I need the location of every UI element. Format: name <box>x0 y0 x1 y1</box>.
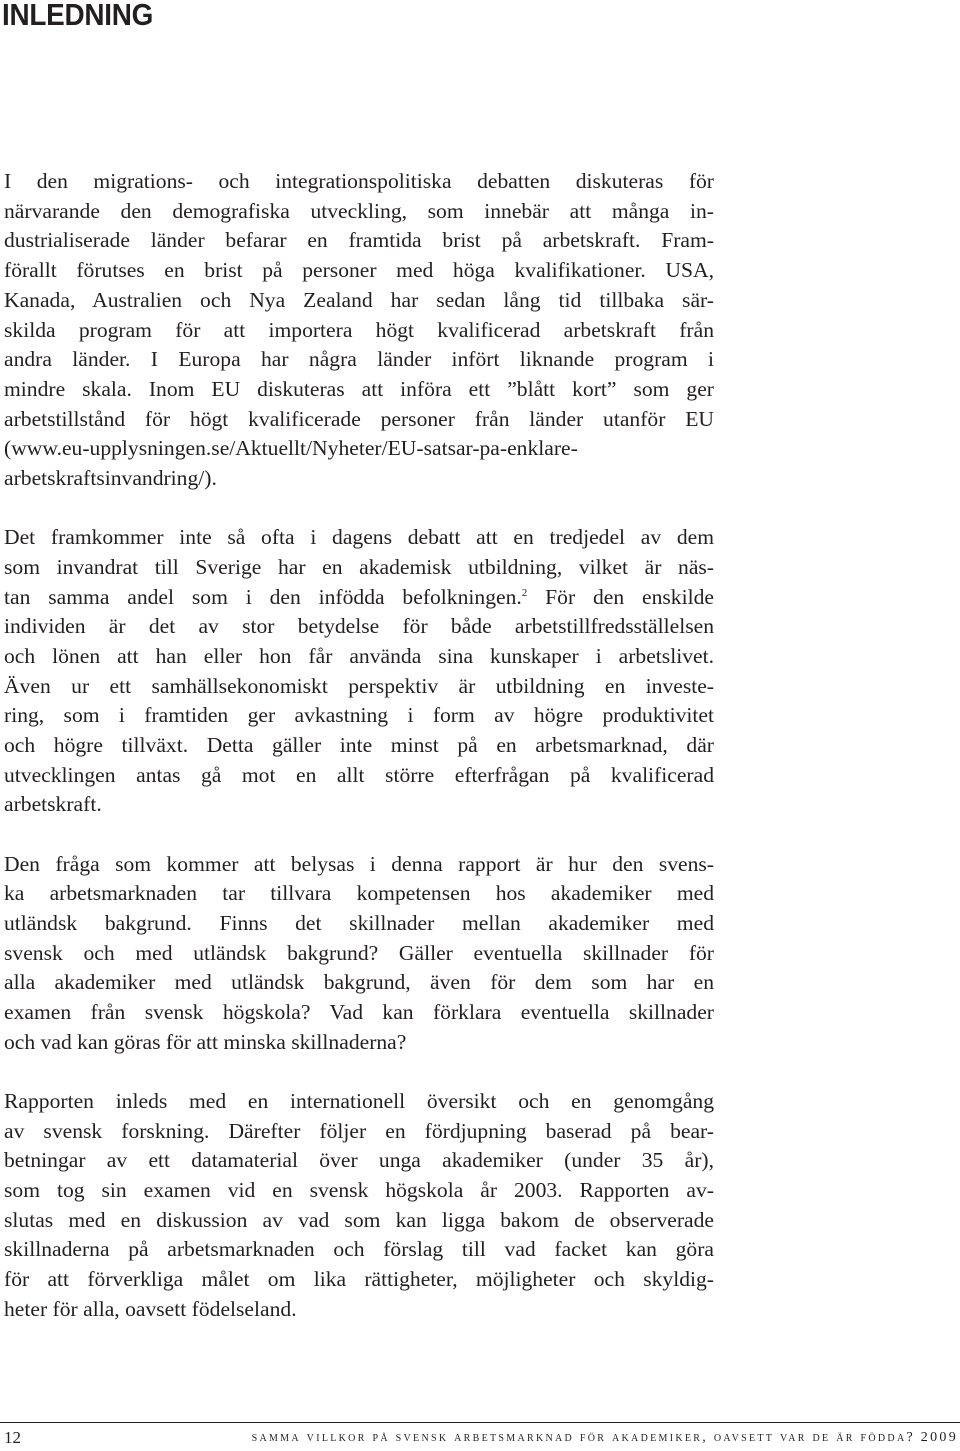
text-line: och vad kan göras för att minska skillnaderna? <box>4 1029 407 1054</box>
text-line: skilda program för att importera högt kvalificerad arbetskraft från <box>4 317 714 342</box>
paragraph-3 <box>4 850 714 1058</box>
text-line: I den migrations- och integrationspolitiska debatten diskuteras för <box>4 169 714 193</box>
page-number: 12 <box>4 1428 21 1447</box>
text-line: Den fråga som kommer att belysas i denna rapport är hur den svens- <box>4 851 714 876</box>
text-segment: För den enskilde <box>527 584 714 609</box>
paragraph-4 <box>4 1087 714 1325</box>
text-line: ring, som i framtiden ger avkastning i form av högre produktivitet <box>4 703 714 728</box>
footer-divider <box>0 1422 960 1423</box>
text-line: Kanada, Australien och Nya Zealand har sedan lång tid tillbaka sär- <box>4 287 714 312</box>
text-segment: tan samma andel som i den infödda befolkningen. <box>4 584 522 609</box>
text-line: utvecklingen antas gå mot en allt större efterfrågan på kvalificerad <box>4 762 714 787</box>
page-heading: INLEDNING <box>2 0 154 32</box>
text-line: närvarande den demografiska utveckling, som innebär att många in- <box>4 198 714 223</box>
text-line: individen är det av stor betydelse för både arbetstillfredsställelsen <box>4 614 714 639</box>
text-line: som invandrat till Sverige har en akademisk utbildning, vilket är näs- <box>4 554 714 579</box>
body-text <box>4 167 714 1354</box>
url-line: (www.eu-upplysningen.se/Aktuellt/Nyheter/EU-satsar-pa-enklare- <box>4 436 578 461</box>
text-line: Det framkommer inte så ofta i dagens debatt att en tredjedel av dem <box>4 525 714 550</box>
text-line: utländsk bakgrund. Finns det skillnader mellan akademiker med <box>4 910 714 935</box>
text-line: examen från svensk högskola? Vad kan förklara eventuella skillnader <box>4 1000 714 1025</box>
text-line: slutas med en diskussion av vad som kan ligga bakom de observerade <box>4 1207 714 1232</box>
text-line: skillnaderna på arbetsmarknaden och förslag till vad facket kan göra <box>4 1237 714 1262</box>
text-line: förallt förutses en brist på personer med höga kvalifikationer. USA, <box>4 258 714 283</box>
text-line: för att förverkliga målet om lika rättigheter, möjligheter och skyldig- <box>4 1267 714 1292</box>
text-line: andra länder. I Europa har några länder infört liknande program i <box>4 347 714 372</box>
text-line: heter för alla, oavsett födelseland. <box>4 1296 297 1321</box>
text-line: Rapporten inleds med en internationell översikt och en genomgång <box>4 1088 714 1113</box>
text-line: betningar av ett datamaterial över unga akademiker (under 35 år), <box>4 1148 714 1173</box>
text-line: av svensk forskning. Därefter följer en fördjupning baserad på bear- <box>4 1118 714 1143</box>
text-line: som tog sin examen vid en svensk högskola år 2003. Rapporten av- <box>4 1177 714 1202</box>
text-line: ka arbetsmarknaden tar tillvara kompetensen hos akademiker med <box>4 881 714 906</box>
text-line: arbetskraft. <box>4 792 102 817</box>
footnote-ref: 2 <box>521 586 528 599</box>
text-line-with-footnote <box>4 583 714 613</box>
text-line: mindre skala. Inom EU diskuteras att införa ett ”blått kort” som ger <box>4 376 714 401</box>
text-line: arbetstillstånd för högt kvalificerade personer från länder utanför EU <box>4 406 714 431</box>
text-line: svensk och med utländsk bakgrund? Gäller eventuella skillnader för <box>4 940 714 965</box>
paragraph-1 <box>4 167 714 494</box>
paragraph-2 <box>4 523 714 820</box>
text-line: dustrialiserade länder befarar en framtida brist på arbetskraft. Fram- <box>4 228 714 253</box>
text-line: Även ur ett samhällsekonomiskt perspektiv är utbildning en investe- <box>4 673 714 698</box>
running-footer-title: samma villkor på svensk arbetsmarknad för akademiker, oavsett var de är födda? 2009 <box>251 1430 958 1445</box>
url-line: arbetskraftsinvandring/). <box>4 466 217 491</box>
text-line: och lönen att han eller hon får använda sina kunskaper i arbetslivet. <box>4 643 714 668</box>
text-line: alla akademiker med utländsk bakgrund, även för dem som har en <box>4 970 714 995</box>
text-line: och högre tillväxt. Detta gäller inte minst på en arbetsmarknad, där <box>4 733 714 758</box>
